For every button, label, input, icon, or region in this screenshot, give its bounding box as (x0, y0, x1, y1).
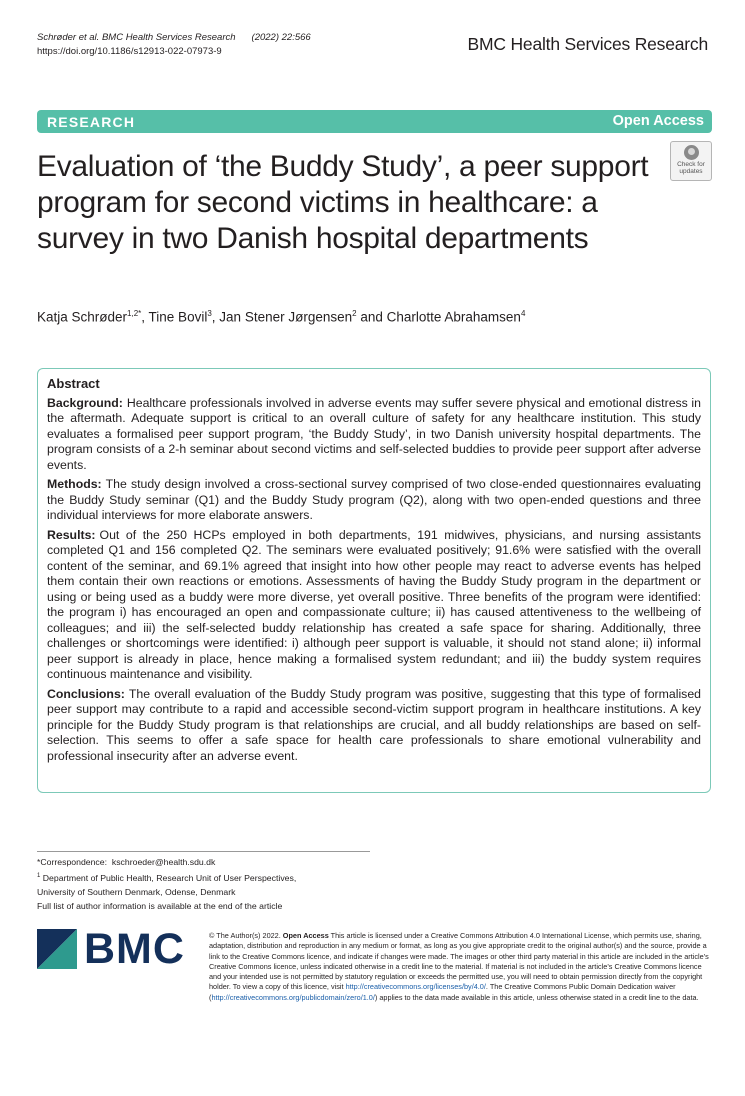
year-volume: (2022) 22:566 (251, 32, 311, 43)
journal-name: BMC Health Services Research (467, 34, 708, 54)
abstract-box (37, 368, 711, 793)
license-statement: © The Author(s) 2022. Open Access This article is licensed under a Creative Commons Attribution 4.0 International License, which permits use, sharing, adaptation, distribution and reproduction in any medium or format, as long as you give appropriate credit to the original author(s) and the source, provide a link to the Creative Commons licence, and indicate if changes were made. The images or other third party material in this article are included in the article’s Creative Commons licence, unless indicated otherwise in a credit line to the material. If material is not included in the article’s Creative Commons licence and your intended use is not permitted by statutory regulation or exceeds the permitted use, you will need to obtain permission directly from the copyright holder. To view a copy of this licence, visit http://creativecommons.org/licenses/by/4.0/. The Creative Commons Public Domain Dedication waiver (http://creativecommons.org/publicdomain/zero/1.0/) applies to the data made available in this article, unless otherwise stated in a credit line to the data. (209, 931, 709, 1002)
author[interactable]: Tine Bovil (148, 309, 208, 325)
public-domain-link[interactable]: http://creativecommons.org/publicdomain/zero/1.0/ (211, 992, 375, 1002)
bmc-logo (37, 925, 195, 973)
article-type-banner (37, 110, 712, 133)
author[interactable]: Jan Stener Jørgensen (219, 309, 353, 325)
abstract-results: Results: Out of the 250 HCPs employed in both departments, 191 midwives, physicians, and nursing assistants completed Q1 and 156 completed Q2. The seminars were evaluated positively; 91.6% were satisfied with the overall content of the seminar, and 69.1% agreed that insight into how other people may react to adverse events has helped them contain their own reactions or emotions. Assessments of having the Buddy Study program in the department or using or being used as a buddy were more diverse, yet overall positive. Three benefits of the program were identified: the program i) has encouraged an open and compassionate culture; ii) has caused attentiveness to the wellbeing of colleagues; and iii) the self-selected buddy relationship has created a safe space for sharing. Additionally, three challenges or shortcomings were identified: i) although peer support is valuable, it should not stand alone; ii) informal peer support is already in place, hence making a formalised system redundant; and iii) the buddy system requires continuous maintenance and visibility. (47, 527, 701, 681)
article-title: Evaluation of ‘the Buddy Study’, a peer support program for second victims in healthcare: a survey in two Danish hospital departments (37, 150, 649, 255)
bmc-logo-icon (37, 929, 77, 969)
citation: Schrøder et al. BMC Health Services Research (37, 32, 236, 43)
bmc-wordmark: BMC (84, 925, 185, 973)
check-updates-icon (684, 145, 699, 160)
footnotes: *Correspondence: kschroeder@health.sdu.dk $^1$ Department of Public Health, Research Unit of User Perspectives, University of Southern Denmark, Odense, Denmark Full list of author information is available at the end of the article (37, 857, 297, 911)
correspondence-email[interactable]: kschroeder@health.sdu.dk (111, 857, 216, 867)
author-list: Katja Schrøder$^{1,2*}$, Tine Bovil$^3$, Jan Stener Jørgensen$^2$ and Charlotte Abrahamsen$^4$ (37, 309, 526, 325)
running-header (37, 31, 311, 59)
abstract-heading: Abstract (47, 376, 100, 391)
doi-link[interactable]: https://doi.org/10.1186/s12913-022-07973-9 (37, 46, 222, 57)
abstract-conclusions: Conclusions: The overall evaluation of the Buddy Study program was positive, suggesting that this type of formalised peer support may contribute to a rapid and accessible second-victim support program in healthcare institutions. A key principle for the Buddy Study program is that relationships are crucial, and all buddy relationships are based on self-selection. This seems to offer a safe space for health care professionals to share emotional vulnerability and professional insecurity after an adverse event. (47, 686, 701, 763)
open-access-label: Open Access (612, 113, 704, 129)
author[interactable]: Charlotte Abrahamsen (386, 309, 521, 325)
abstract-methods: Methods: The study design involved a cross-sectional survey comprised of two close-ended questionnaires evaluating the Buddy Study seminar (Q1) and the Buddy Study program (Q2), along with two open-ended questions and three individual interviews for more elaborate answers. (47, 477, 701, 522)
author[interactable]: Katja Schrøder (37, 309, 128, 325)
check-for-updates-button[interactable]: Check for updates (670, 141, 712, 181)
license-link[interactable]: http://creativecommons.org/licenses/by/4.0/ (345, 982, 486, 992)
footnote-divider (37, 851, 370, 852)
abstract-background: Background: Healthcare professionals involved in adverse events may suffer severe physical and emotional distress in the aftermath. Adequate support is critical to an overall culture of safety for any healthcare institution. This study evaluates a formalised peer support program, ‘the Buddy Study’, in two Danish university hospital departments. The program consists of a 2-h seminar about second victims and self-selected buddies to provide peer support after adverse events. (47, 395, 701, 472)
article-type-label: RESEARCH (47, 114, 136, 130)
